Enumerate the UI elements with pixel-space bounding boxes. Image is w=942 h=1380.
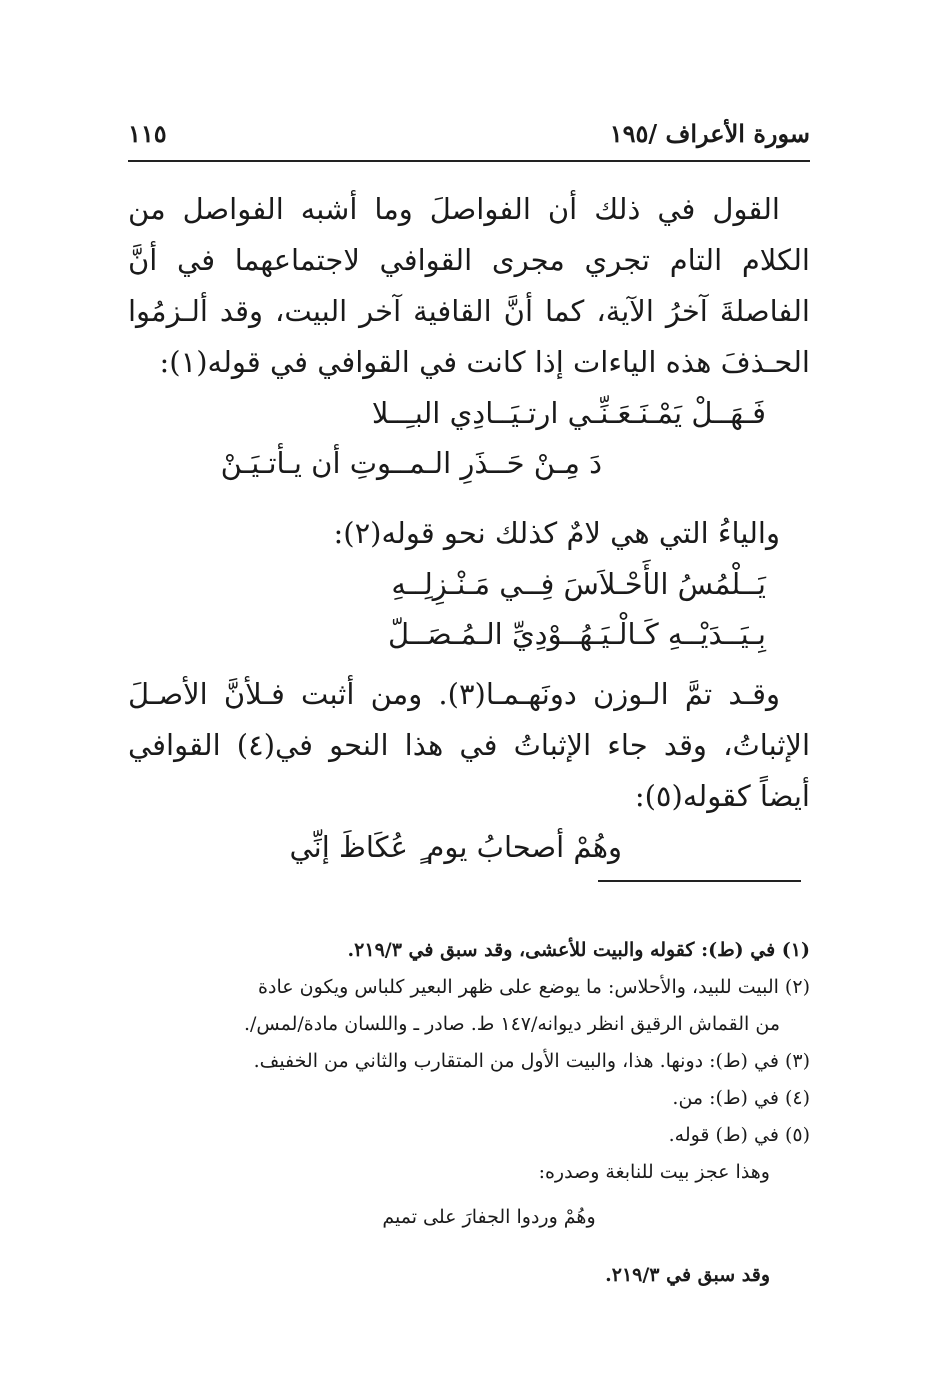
main-text [128, 184, 810, 872]
footnote-2-line-2: من القماش الرقيق انظر ديوانه/١٤٧ ط. صادر ـ واللسان مادة/لمس/. [243, 1013, 780, 1035]
footnote-2-line-1: (٢) البيت للبيد، والأحلاس: ما يوضع على ظهر البعير كلباس ويكون عادة [258, 976, 810, 998]
verse-1-second-hemistich [128, 438, 810, 488]
footnote-5-note: وهذا عجز بيت للنابغة وصدره: [538, 1161, 770, 1183]
page-header [128, 112, 810, 154]
footnote-5-verse: وهُمْ وردوا الجفارَ على تميم [382, 1206, 596, 1228]
verse-text: دَ مِـنْ حَــذَرِ الـمــوتِ أن يـأتـيَـنْ [220, 446, 602, 480]
footnote-1: (١) في (ط): كقوله والبيت للأعشى، وقد سبق في ٢١٩/٣. [347, 939, 810, 961]
verse-2-first-hemistich [128, 559, 810, 609]
verse-3 [128, 822, 810, 872]
footnote-5-reference: وقد سبق في ٢١٩/٣. [605, 1264, 770, 1286]
footnote-4: (٤) في (ط): من. [672, 1087, 810, 1109]
header-divider [128, 160, 810, 162]
footnotes [128, 932, 810, 1313]
verse-1-first-hemistich [128, 388, 810, 438]
verse-text: فَـهَــلْ يَمْـنَـعَـنِّـي ارتـيَــادِي البـِــلا [371, 396, 766, 430]
page-number: ١١٥ [128, 118, 167, 148]
paragraph-2: والياءُ التي هي لامٌ كذلك نحو قوله(٢): [333, 516, 780, 550]
chapter-title: سورة الأعراف /١٩٥ [609, 118, 810, 148]
verse-text: يَــلْمُسُ الأَحْـلاَسَ فِــي مَـنْـزِلِــهِ [391, 567, 766, 601]
verse-text: وهُمْ أصحابُ يوم ٍ عُكَاظَ إنِّي [289, 830, 622, 864]
footnote-5: (٥) في (ط) قوله. [668, 1124, 810, 1146]
verse-2-second-hemistich [128, 609, 810, 659]
footnote-3: (٣) في (ط): دونها. هذا، والبيت الأول من المتقارب والثاني من الخفيف. [253, 1050, 810, 1072]
footnote-divider [598, 880, 801, 882]
paragraph-1: القول في ذلك أن الفواصلَ وما أشبه الفواصل من الكلام التام تجري مجرى القوافي لاجتماعهما في أنَّ الفاصلةَ آخرُ الآية، كما أنَّ القافية آخر البيت، وقد ألـزمُوا الحـذفَ هذه الياءات إذا كانت في القوافي في قوله(١): [128, 192, 810, 379]
verse-text: بِـيَــدَيْــهِ كَـالْـيَـهُــوْدِيِّ الـمُـصَــلّ [387, 617, 766, 651]
paragraph-3: وقـد تمَّ الـوزن دونَهـمـا(٣). ومن أثبت فـلأنَّ الأصـلَ الإثباتُ، وقد جاء الإثباتُ في هذا النحو في(٤) القوافي أيضاً كقوله(٥): [128, 677, 810, 813]
